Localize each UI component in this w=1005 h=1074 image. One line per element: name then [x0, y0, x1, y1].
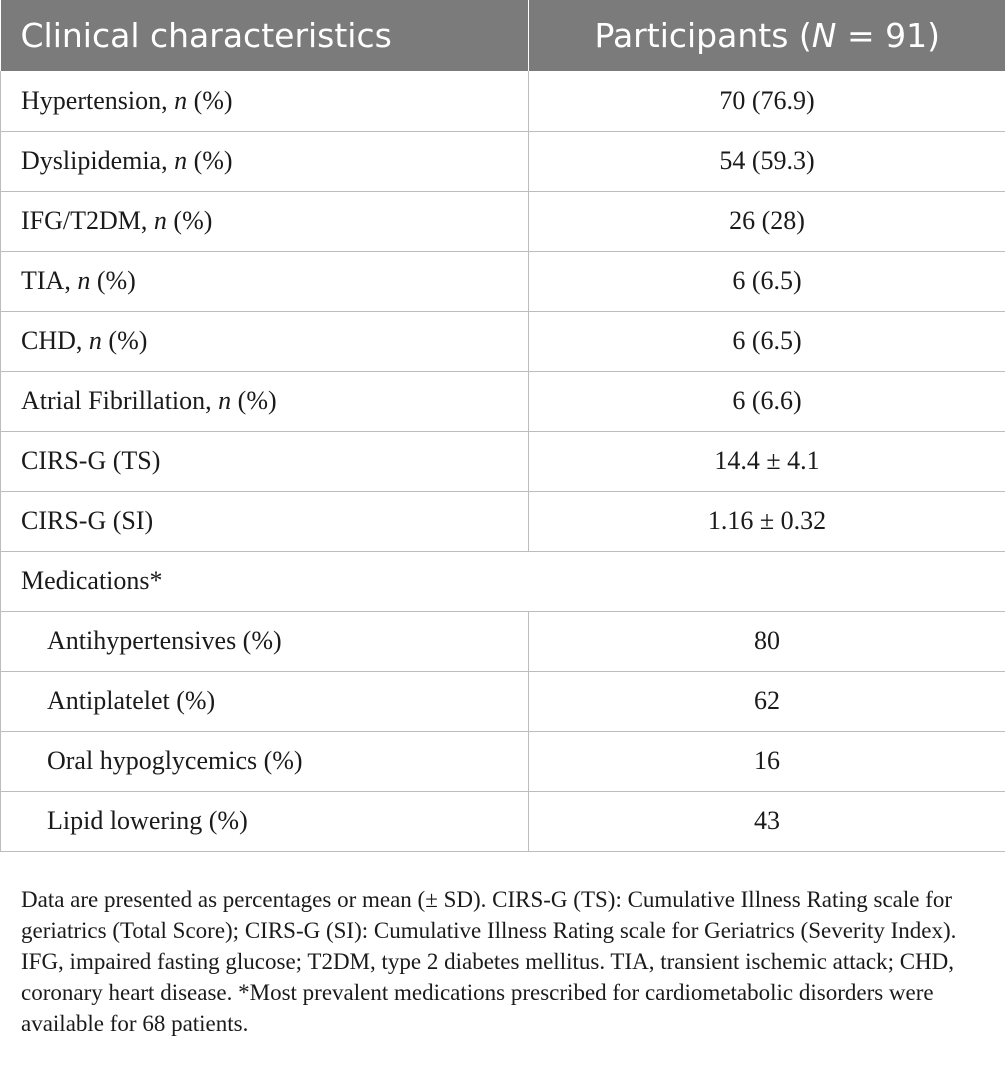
table-row — [1, 131, 1005, 191]
row-label-dyslipidemia — [1, 131, 529, 191]
row-label-text: TIA, — [21, 266, 78, 295]
table-row — [1, 311, 1005, 371]
table-header-row — [1, 0, 1005, 71]
row-label-atrial-fibrillation — [1, 371, 529, 431]
table-row — [1, 611, 1005, 671]
row-label-text: Hypertension, — [21, 85, 175, 115]
medication-label-antihypertensives: Antihypertensives (%) — [1, 611, 529, 671]
row-label-text: IFG/T2DM, — [21, 206, 154, 235]
row-value-chd: 6 (6.5) — [529, 311, 1005, 371]
row-label-suffix: (%) — [90, 266, 136, 295]
row-value-ifg-t2dm: 26 (28) — [529, 191, 1005, 251]
row-value-dyslipidemia: 54 (59.3) — [529, 131, 1005, 191]
row-label-text: Dyslipidemia, — [21, 146, 175, 175]
row-label-hypertension — [1, 71, 529, 131]
medication-value-lipid-lowering: 43 — [529, 791, 1005, 851]
header-participants-suffix: = 91) — [836, 16, 940, 55]
medication-label-oral-hypoglycemics: Oral hypoglycemics (%) — [1, 731, 529, 791]
medication-value-oral-hypoglycemics: 16 — [529, 731, 1005, 791]
table-row — [1, 371, 1005, 431]
medication-value-antiplatelet: 62 — [529, 671, 1005, 731]
row-label-text: Atrial Fibrillation, — [21, 386, 219, 415]
row-label-n: n — [77, 266, 91, 295]
row-label-ifg-t2dm — [1, 191, 529, 251]
table-row — [1, 791, 1005, 851]
row-label-suffix: (%) — [101, 326, 148, 355]
row-label-text: CHD, — [21, 326, 89, 355]
row-label-tia — [1, 251, 529, 311]
row-value-tia: 6 (6.5) — [529, 251, 1005, 311]
table-row — [1, 251, 1005, 311]
row-value-cirs-g-ts: 14.4 ± 4.1 — [529, 431, 1005, 491]
row-label-suffix: (%) — [187, 85, 233, 115]
table-row-medications-heading — [1, 551, 1005, 611]
medication-value-antihypertensives: 80 — [529, 611, 1005, 671]
header-participants-prefix: Participants ( — [594, 16, 812, 55]
row-label-cirs-g-si: CIRS-G (SI) — [1, 491, 529, 551]
table-row — [1, 491, 1005, 551]
table-row — [1, 671, 1005, 731]
table-row — [1, 191, 1005, 251]
row-label-suffix: (%) — [166, 206, 213, 235]
table-row — [1, 731, 1005, 791]
row-label-n: n — [174, 85, 188, 115]
header-clinical-characteristics: Clinical characteristics — [1, 0, 529, 71]
medication-label-antiplatelet: Antiplatelet (%) — [1, 671, 529, 731]
row-label-chd — [1, 311, 529, 371]
row-label-suffix: (%) — [187, 146, 233, 175]
row-label-cirs-g-ts: CIRS-G (TS) — [1, 431, 529, 491]
row-label-n: n — [218, 386, 232, 415]
header-participants-n: N — [811, 16, 837, 55]
row-value-hypertension: 70 (76.9) — [529, 71, 1005, 131]
row-label-n: n — [174, 146, 188, 175]
table-footnote: Data are presented as percentages or mean (± SD). CIRS-G (TS): Cumulative Illness Rating scale for geriatrics (Total Score); CIRS-G (SI): Cumulative Illness Rating scale for Geriatrics (Severity Index). IFG, impaired fasting glucose; T2DM, type 2 diabetes mellitus. TIA, transient ischemic attack; CHD, coronary heart disease. *Most prevalent medications prescribed for cardiometabolic disorders were available for 68 patients. — [21, 887, 957, 1036]
medications-heading: Medications* — [1, 551, 1005, 611]
header-participants — [529, 0, 1005, 71]
medication-label-lipid-lowering: Lipid lowering (%) — [1, 791, 529, 851]
row-value-atrial-fibrillation: 6 (6.6) — [529, 371, 1005, 431]
row-label-n: n — [88, 326, 102, 355]
table-row — [1, 71, 1005, 131]
row-label-suffix: (%) — [231, 386, 277, 415]
table-row — [1, 431, 1005, 491]
row-label-n: n — [153, 206, 167, 235]
row-value-cirs-g-si: 1.16 ± 0.32 — [529, 491, 1005, 551]
